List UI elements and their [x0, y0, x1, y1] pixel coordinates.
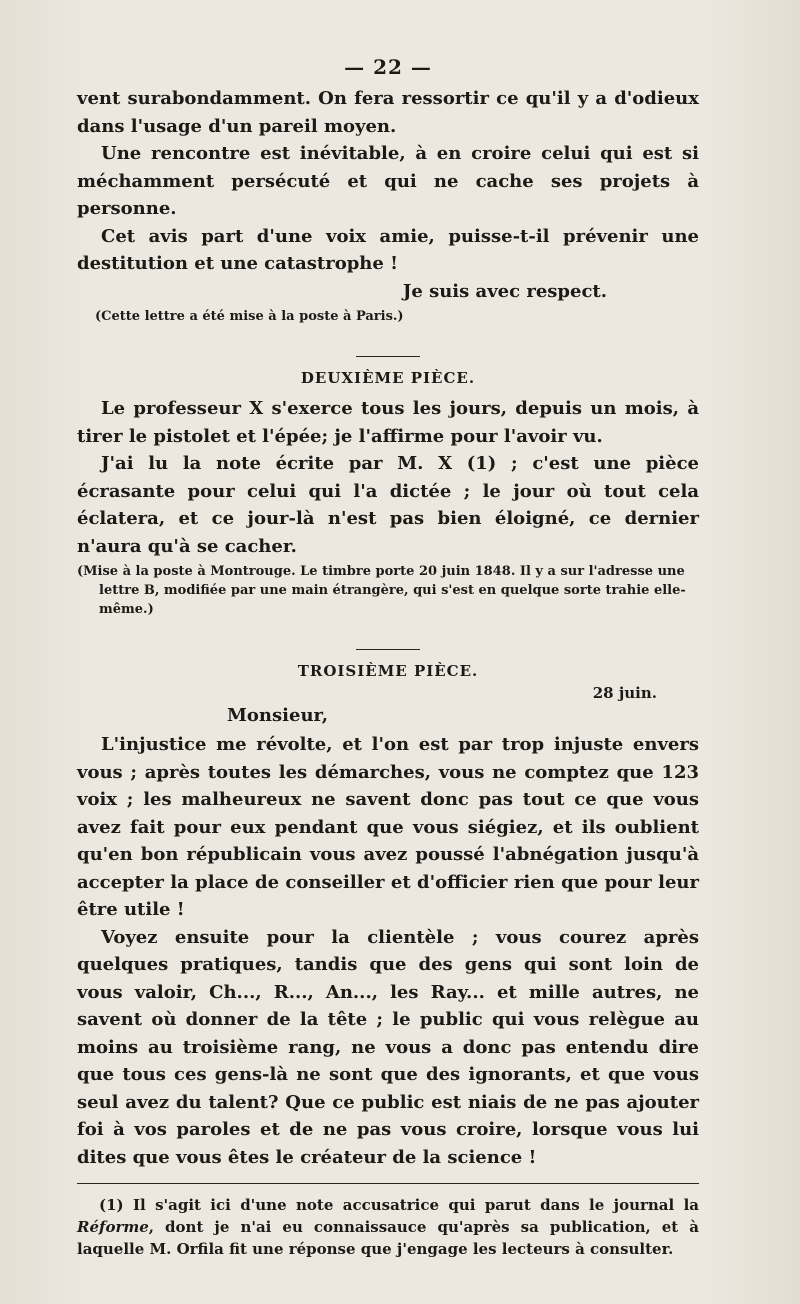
footnote-journal-name: Réforme — [77, 1218, 149, 1236]
page-number: — 22 — — [344, 55, 432, 79]
paragraph: Le professeur X s'exerce tous les jours, depuis un mois, à tirer le pistolet et l'épée; je l'affirme pour l'avoir vu. — [77, 398, 699, 447]
paragraph: Voyez ensuite pour la clientèle ; vous courez après quelques pratiques, tandis que des gens qui sont loin de vous valoir, Ch..., R..., An..., les Ray... et mille autres, ne savent où donner de la tête ; le public qui vous relègue au moins au troisième rang, ne vous a donc pas entendu dire que tous ces gens-là ne sont que des ignorants, et que vous seul avez du talent? Que ce public est niais de ne pas ajouter foi à vos paroles et de ne pas vous croire, lorsque vous lui dites que vous êtes le créateur de la science ! — [77, 926, 699, 1168]
footnote-divider — [77, 1183, 699, 1184]
paragraph: J'ai lu la note écrite par M. X (1) ; c'est une pièce écrasante pour celui qui l'a dictée ; le jour où tout cela éclatera, et ce jour-là n'est pas bien éloigné, ce dernier n'aura qu'à se cacher. — [77, 453, 699, 557]
section-title-third: TROISIÈME PIÈCE. — [297, 662, 479, 680]
footnote — [77, 1194, 699, 1260]
paragraph: vent surabondamment. On fera ressortir ce qu'il y a d'odieux dans l'usage d'un pareil moyen. — [77, 88, 699, 137]
letter-date: 28 juin. — [592, 684, 657, 702]
page-text — [77, 55, 699, 1260]
signoff: Je suis avec respect. — [402, 280, 607, 302]
paragraph: Cet avis part d'une voix amie, puisse-t-il prévenir une destitution et une catastrophe ! — [77, 225, 699, 274]
paragraph: L'injustice me révolte, et l'on est par trop injuste envers vous ; après toutes les démarches, vous ne comptez que 123 voix ; les malheureux ne savent donc pas tout ce que vous avez fait pour eux pendant que vous siégiez, et ils oublient qu'en bon républicain vous avez poussé l'abnégation jusqu'à accepter la place de conseiller et d'officier rien que pour leur être utile ! — [77, 734, 699, 920]
footnote-text: , dont je n'ai eu connaissauce qu'après sa publication, et à laquelle M. Orfila fit une réponse que j'engage les lecteurs à consulter. — [77, 1218, 699, 1258]
paragraph: Une rencontre est inévitable, à en croire celui qui est si méchamment persécuté et qui ne cache ses projets à personne. — [77, 143, 699, 219]
salutation: Monsieur, — [227, 705, 328, 726]
footnote-text: (1) Il s'agit ici d'une note accusatrice qui parut dans le journal la — [99, 1196, 699, 1214]
postal-note: (Cette lettre a été mise à la poste à Paris.) — [95, 309, 404, 324]
section-divider — [356, 356, 420, 357]
postal-note: (Mise à la poste à Montrouge. Le timbre porte 20 juin 1848. Il y a sur l'adresse une lettre B, modifiée par une main étrangère, qui s'est en quelque sorte trahie elle-même.) — [77, 564, 686, 617]
section-title-second: DEUXIÈME PIÈCE. — [300, 369, 476, 387]
section-divider — [356, 649, 420, 650]
